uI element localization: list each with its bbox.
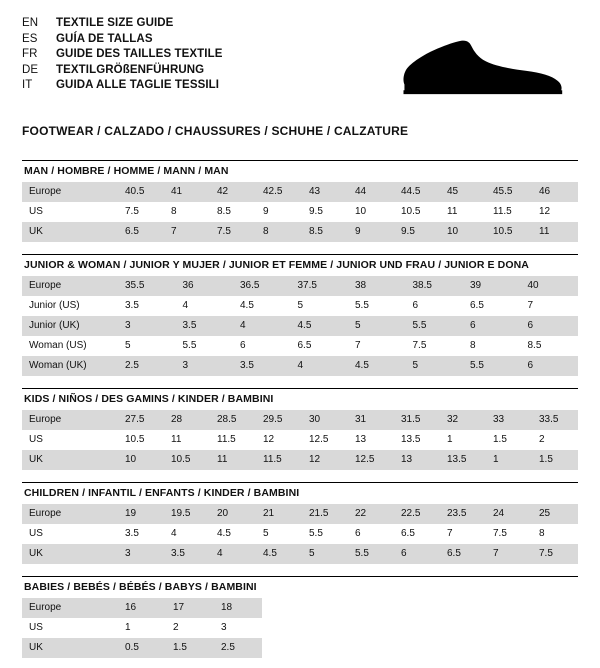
size-cell: 38.5 xyxy=(406,276,464,296)
row-header: Junior (US) xyxy=(22,296,118,316)
row-header: UK xyxy=(22,222,118,242)
size-cell: 4 xyxy=(210,544,256,564)
row-header: Woman (US) xyxy=(22,336,118,356)
size-table xyxy=(22,598,578,658)
size-cell: 3 xyxy=(214,618,262,638)
size-cell: 30 xyxy=(302,410,348,430)
size-cell: 8.5 xyxy=(521,336,579,356)
size-cell: 8 xyxy=(256,222,302,242)
size-block xyxy=(22,160,578,252)
size-cell: 41 xyxy=(164,182,210,202)
size-cell: 11 xyxy=(440,202,486,222)
row-header: UK xyxy=(22,638,118,658)
row-header: US xyxy=(22,430,118,450)
size-cell: 6.5 xyxy=(394,524,440,544)
size-cell: 5 xyxy=(348,316,406,336)
size-cell: 12.5 xyxy=(302,430,348,450)
language-row xyxy=(22,16,223,32)
size-cell: 11 xyxy=(164,430,210,450)
size-cell: 10.5 xyxy=(486,222,532,242)
table-row xyxy=(22,618,578,638)
size-cell: 11 xyxy=(210,450,256,470)
size-cell: 31.5 xyxy=(394,410,440,430)
language-title: TEXTILGRÖßENFÜHRUNG xyxy=(56,63,205,76)
language-row xyxy=(22,47,223,63)
size-block-label: CHILDREN / INFANTIL / ENFANTS / KINDER / BAMBINI xyxy=(22,482,578,504)
size-cell: 5.5 xyxy=(348,544,394,564)
size-cell: 4.5 xyxy=(348,356,406,376)
language-title: GUIDA ALLE TAGLIE TESSILI xyxy=(56,79,220,91)
size-cell: 6.5 xyxy=(440,544,486,564)
size-cell: 4.5 xyxy=(233,296,291,316)
size-cell: 44 xyxy=(348,182,394,202)
size-cell: 16 xyxy=(118,598,166,618)
size-cell: 8 xyxy=(164,202,210,222)
size-cell: 12 xyxy=(256,430,302,450)
size-cell: 2.5 xyxy=(118,356,176,376)
size-block xyxy=(22,388,578,480)
size-cell: 10 xyxy=(348,202,394,222)
table-row xyxy=(22,410,578,430)
size-cell: 12.5 xyxy=(348,450,394,470)
row-header: UK xyxy=(22,544,118,564)
size-table xyxy=(22,276,578,376)
table-row xyxy=(22,356,578,376)
size-cell: 28.5 xyxy=(210,410,256,430)
size-cell: 9 xyxy=(256,202,302,222)
size-cell: 36.5 xyxy=(233,276,291,296)
size-cell: 33.5 xyxy=(532,410,578,430)
language-code: EN xyxy=(22,17,39,29)
size-cell: 5 xyxy=(302,544,348,564)
size-cell: 13 xyxy=(394,450,440,470)
size-cell: 8.5 xyxy=(302,222,348,242)
table-row xyxy=(22,222,578,242)
size-cell: 6 xyxy=(394,544,440,564)
size-cell: 42.5 xyxy=(256,182,302,202)
size-cell: 1.5 xyxy=(166,638,214,658)
size-cell: 10 xyxy=(118,450,164,470)
dress-shoe-icon xyxy=(388,38,568,98)
size-cell: 7 xyxy=(440,524,486,544)
row-header: Europe xyxy=(22,504,118,524)
size-cell: 5 xyxy=(118,336,176,356)
size-cell: 21 xyxy=(256,504,302,524)
size-cell: 19 xyxy=(118,504,164,524)
size-cell: 1 xyxy=(486,450,532,470)
table-row xyxy=(22,296,578,316)
size-cell: 4.5 xyxy=(210,524,256,544)
size-cell: 10.5 xyxy=(118,430,164,450)
size-cell: 6 xyxy=(406,296,464,316)
size-cell: 6.5 xyxy=(118,222,164,242)
size-block-label: BABIES / BEBÉS / BÉBÉS / BABYS / BAMBINI xyxy=(22,576,578,598)
size-cell: 5.5 xyxy=(406,316,464,336)
size-cell: 1 xyxy=(440,430,486,450)
size-cell: 23.5 xyxy=(440,504,486,524)
size-cell: 4 xyxy=(233,316,291,336)
size-cell: 3.5 xyxy=(164,544,210,564)
size-cell: 2.5 xyxy=(214,638,262,658)
size-cell: 6 xyxy=(463,316,521,336)
size-cell: 40 xyxy=(521,276,579,296)
size-cell: 17 xyxy=(166,598,214,618)
language-row xyxy=(22,63,223,79)
size-cell: 4.5 xyxy=(291,316,349,336)
size-block xyxy=(22,254,578,386)
table-row xyxy=(22,182,578,202)
table-row xyxy=(22,202,578,222)
size-cell: 7 xyxy=(486,544,532,564)
size-cell: 7.5 xyxy=(532,544,578,564)
size-cell: 1 xyxy=(118,618,166,638)
size-cell: 3.5 xyxy=(233,356,291,376)
language-title: GUÍA DE TALLAS xyxy=(56,32,153,45)
size-cell: 27.5 xyxy=(118,410,164,430)
size-cell: 5.5 xyxy=(348,296,406,316)
size-cell: 3.5 xyxy=(118,296,176,316)
size-cell: 1.5 xyxy=(486,430,532,450)
size-cell: 8.5 xyxy=(210,202,256,222)
size-cell: 7 xyxy=(348,336,406,356)
row-header: Woman (UK) xyxy=(22,356,118,376)
size-cell: 0.5 xyxy=(118,638,166,658)
size-cell: 7.5 xyxy=(118,202,164,222)
size-block xyxy=(22,482,578,574)
language-code: IT xyxy=(22,79,33,91)
size-table xyxy=(22,504,578,564)
size-cell: 36 xyxy=(176,276,234,296)
size-block-label: KIDS / NIÑOS / DES GAMINS / KINDER / BAMBINI xyxy=(22,388,578,410)
size-cell: 5 xyxy=(406,356,464,376)
size-cell: 8 xyxy=(463,336,521,356)
row-header: US xyxy=(22,202,118,222)
size-cell: 2 xyxy=(166,618,214,638)
size-cell: 31 xyxy=(348,410,394,430)
size-block-label: JUNIOR & WOMAN / JUNIOR Y MUJER / JUNIOR ET FEMME / JUNIOR UND FRAU / JUNIOR E DONA xyxy=(22,254,578,276)
size-cell: 18 xyxy=(214,598,262,618)
size-cell: 45.5 xyxy=(486,182,532,202)
table-row xyxy=(22,276,578,296)
size-cell: 9.5 xyxy=(302,202,348,222)
row-header: Europe xyxy=(22,410,118,430)
language-code: DE xyxy=(22,63,39,76)
size-cell: 3 xyxy=(176,356,234,376)
size-table xyxy=(22,182,578,242)
size-cell: 46 xyxy=(532,182,578,202)
size-cell: 19.5 xyxy=(164,504,210,524)
size-cell: 10.5 xyxy=(164,450,210,470)
size-cell: 4 xyxy=(176,296,234,316)
size-cell: 3 xyxy=(118,544,164,564)
row-header: US xyxy=(22,618,118,638)
size-cell: 29.5 xyxy=(256,410,302,430)
page-header xyxy=(22,16,578,108)
size-cell: 6 xyxy=(233,336,291,356)
size-cell: 4 xyxy=(164,524,210,544)
table-row xyxy=(22,524,578,544)
size-cell: 5.5 xyxy=(463,356,521,376)
size-cell: 13 xyxy=(348,430,394,450)
size-cell: 25 xyxy=(532,504,578,524)
block-spacer xyxy=(22,242,578,252)
size-cell: 6 xyxy=(348,524,394,544)
size-cell: 9 xyxy=(348,222,394,242)
size-cell: 32 xyxy=(440,410,486,430)
size-cell: 21.5 xyxy=(302,504,348,524)
size-cell: 6.5 xyxy=(463,296,521,316)
page-title: FOOTWEAR / CALZADO / CHAUSSURES / SCHUHE / CALZATURE xyxy=(22,124,409,138)
size-cell: 6 xyxy=(521,316,579,336)
size-cell: 4 xyxy=(291,356,349,376)
row-header: UK xyxy=(22,450,118,470)
row-header: Europe xyxy=(22,598,118,618)
language-code: FR xyxy=(22,48,38,60)
size-cell: 5.5 xyxy=(302,524,348,544)
size-cell: 42 xyxy=(210,182,256,202)
size-cell: 1.5 xyxy=(532,450,578,470)
size-cell: 5.5 xyxy=(176,336,234,356)
size-cell: 7.5 xyxy=(210,222,256,242)
size-cell: 22.5 xyxy=(394,504,440,524)
size-cell: 44.5 xyxy=(394,182,440,202)
table-filler xyxy=(262,598,578,618)
size-cell: 4.5 xyxy=(256,544,302,564)
table-filler xyxy=(262,638,578,658)
size-cell: 11.5 xyxy=(486,202,532,222)
block-spacer xyxy=(22,470,578,480)
size-cell: 43 xyxy=(302,182,348,202)
size-cell: 11.5 xyxy=(210,430,256,450)
size-cell: 8 xyxy=(532,524,578,544)
row-header: US xyxy=(22,524,118,544)
size-cell: 20 xyxy=(210,504,256,524)
size-cell: 28 xyxy=(164,410,210,430)
size-cell: 3 xyxy=(118,316,176,336)
size-cell: 5 xyxy=(256,524,302,544)
size-cell: 7 xyxy=(164,222,210,242)
size-block-label: MAN / HOMBRE / HOMME / MANN / MAN xyxy=(22,160,578,182)
size-cell: 24 xyxy=(486,504,532,524)
size-cell: 7.5 xyxy=(486,524,532,544)
size-tables xyxy=(22,160,578,668)
size-cell: 10.5 xyxy=(394,202,440,222)
size-cell: 45 xyxy=(440,182,486,202)
row-header: Europe xyxy=(22,182,118,202)
size-cell: 10 xyxy=(440,222,486,242)
block-spacer xyxy=(22,376,578,386)
table-row xyxy=(22,430,578,450)
table-row xyxy=(22,638,578,658)
size-cell: 13.5 xyxy=(440,450,486,470)
block-spacer xyxy=(22,658,578,668)
row-header: Europe xyxy=(22,276,118,296)
language-title: TEXTILE SIZE GUIDE xyxy=(56,17,174,29)
table-row xyxy=(22,316,578,336)
size-cell: 33 xyxy=(486,410,532,430)
size-cell: 40.5 xyxy=(118,182,164,202)
size-cell: 22 xyxy=(348,504,394,524)
size-cell: 6.5 xyxy=(291,336,349,356)
table-row xyxy=(22,598,578,618)
size-cell: 7.5 xyxy=(406,336,464,356)
size-cell: 9.5 xyxy=(394,222,440,242)
size-block xyxy=(22,576,578,668)
size-cell: 5 xyxy=(291,296,349,316)
size-cell: 13.5 xyxy=(394,430,440,450)
size-cell: 6 xyxy=(521,356,579,376)
language-title-list xyxy=(22,16,223,94)
size-cell: 2 xyxy=(532,430,578,450)
table-row xyxy=(22,336,578,356)
size-cell: 3.5 xyxy=(176,316,234,336)
size-cell: 7 xyxy=(521,296,579,316)
size-cell: 35.5 xyxy=(118,276,176,296)
size-cell: 11.5 xyxy=(256,450,302,470)
block-spacer xyxy=(22,564,578,574)
size-cell: 37.5 xyxy=(291,276,349,296)
size-cell: 11 xyxy=(532,222,578,242)
size-cell: 38 xyxy=(348,276,406,296)
language-code: ES xyxy=(22,32,38,45)
size-cell: 3.5 xyxy=(118,524,164,544)
table-row xyxy=(22,450,578,470)
table-row xyxy=(22,544,578,564)
table-row xyxy=(22,504,578,524)
language-row xyxy=(22,78,223,94)
language-title: GUIDE DES TAILLES TEXTILE xyxy=(56,48,223,60)
size-table xyxy=(22,410,578,470)
size-cell: 39 xyxy=(463,276,521,296)
language-row xyxy=(22,32,223,48)
table-filler xyxy=(262,618,578,638)
size-cell: 12 xyxy=(302,450,348,470)
row-header: Junior (UK) xyxy=(22,316,118,336)
size-cell: 12 xyxy=(532,202,578,222)
